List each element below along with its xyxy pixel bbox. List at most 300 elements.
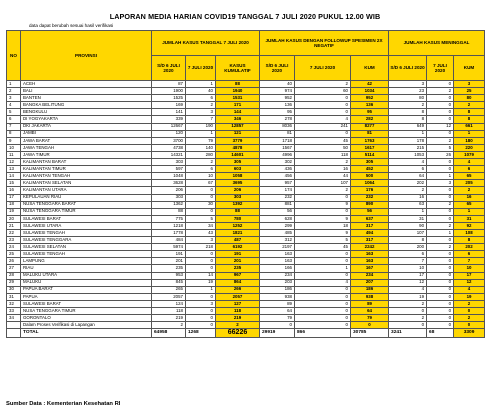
table-row — [7, 187, 485, 194]
header-meninggal-sd: S/D 6 JULI 2020 — [389, 56, 427, 81]
cell-meninggal-sd: 8 — [389, 116, 427, 123]
row-no: 6 — [7, 116, 21, 123]
cell-followup-sd: 1718 — [260, 137, 295, 144]
cell-followup-sd: 938 — [260, 293, 295, 300]
cell-followup-kum: 167 — [351, 265, 389, 272]
cell-followup-today: 50 — [295, 144, 351, 151]
row-provinsi: KALIMANTAN TENGAH — [21, 173, 152, 180]
cell-followup-today: 0 — [295, 251, 351, 258]
cell-followup-today: 0 — [295, 272, 351, 279]
cell-kasus-sd: 1048 — [152, 173, 186, 180]
cell-followup-kum: 1064 — [351, 180, 389, 187]
cell-kasus-sd: 303 — [152, 194, 186, 201]
cell-followup-sd: 302 — [260, 159, 295, 166]
row-provinsi: NUSA TENGGARA BARAT — [21, 201, 152, 208]
cell-followup-today: 45 — [295, 244, 351, 251]
header-no: NO — [7, 31, 21, 81]
cell-meninggal-sd: 6 — [389, 251, 427, 258]
cell-followup-kum: 79 — [351, 315, 389, 322]
cell-meninggal-today: 2 — [427, 201, 454, 208]
cell-kasus-kumulatif: 121 — [216, 130, 260, 137]
row-no: 29 — [7, 279, 21, 286]
row-provinsi: RIAU — [21, 265, 152, 272]
header-kasus-kumulatif: KASUS KUMULATIF — [216, 56, 260, 81]
cell-followup-kum: 452 — [351, 166, 389, 173]
cell-meninggal-kum: 6 — [454, 166, 485, 173]
total-no — [7, 329, 21, 338]
cell-meninggal-sd: 31 — [389, 215, 427, 222]
cell-meninggal-today: 0 — [427, 159, 454, 166]
cell-meninggal-sd: 90 — [389, 222, 427, 229]
cell-kasus-today: 10 — [186, 173, 216, 180]
cell-meninggal-today: 1 — [427, 229, 454, 236]
cell-followup-today: 0 — [295, 322, 351, 329]
total-followup-sd: 29919 — [260, 329, 295, 338]
cell-followup-today: 45 — [295, 137, 351, 144]
cell-kasus-today: 79 — [186, 137, 216, 144]
cell-kasus-today: 1 — [186, 286, 216, 293]
cell-kasus-today: 7 — [186, 116, 216, 123]
cell-kasus-sd: 169 — [152, 102, 186, 109]
cell-followup-today: 44 — [295, 173, 351, 180]
cell-kasus-kumulatif: 12857 — [216, 123, 260, 130]
cell-followup-sd: 203 — [260, 279, 295, 286]
table-row — [7, 144, 485, 151]
cell-kasus-sd: 191 — [152, 251, 186, 258]
cell-followup-kum: 890 — [351, 201, 389, 208]
table-row — [7, 237, 485, 244]
header-jumlah-kasus: JUMLAH KASUS TANGGAL 7 JULI 2020 — [152, 31, 260, 56]
cell-meninggal-kum: 2 — [454, 102, 485, 109]
page-title: LAPORAN MEDIA HARIAN COVID19 TANGGAL 7 JULI 2020 PUKUL 12.00 WIB — [109, 12, 381, 21]
cell-followup-today: 2 — [295, 159, 351, 166]
cell-meninggal-kum: 1 — [454, 130, 485, 137]
cell-kasus-sd: 1900 — [152, 88, 186, 95]
total-kasus-today: 1268 — [186, 329, 216, 338]
cell-meninggal-sd: 649 — [389, 123, 427, 130]
cell-meninggal-kum: 2 — [454, 300, 485, 307]
table-row — [7, 159, 485, 166]
table-row — [7, 151, 485, 158]
row-no: 4 — [7, 102, 21, 109]
cell-followup-sd: 485 — [260, 229, 295, 236]
cell-followup-kum: 136 — [351, 102, 389, 109]
row-provinsi: DKI JAKARTA — [21, 123, 152, 130]
cell-kasus-today: 0 — [186, 194, 216, 201]
cell-meninggal-today: 2 — [427, 88, 454, 95]
cell-meninggal-today: 3 — [427, 180, 454, 187]
cell-kasus-kumulatif: 191 — [216, 251, 260, 258]
cell-kasus-today: 1 — [186, 130, 216, 137]
cell-kasus-today: 0 — [186, 251, 216, 258]
cell-kasus-kumulatif: 1940 — [216, 88, 260, 95]
cell-kasus-sd: 339 — [152, 116, 186, 123]
header-meninggal-kum: KUM — [454, 56, 485, 81]
cell-meninggal-kum: 1 — [454, 208, 485, 215]
row-no: 11 — [7, 151, 21, 158]
table-row — [7, 300, 485, 307]
row-provinsi: MALUKU UTARA — [21, 272, 152, 279]
cell-followup-today: 241 — [295, 123, 351, 130]
cell-meninggal-today: 0 — [427, 308, 454, 315]
cell-meninggal-kum: 17 — [454, 272, 485, 279]
cell-followup-today: 4 — [295, 116, 351, 123]
row-provinsi: JAMBI — [21, 130, 152, 137]
cell-meninggal-today: 0 — [427, 293, 454, 300]
cell-meninggal-sd: 2 — [389, 315, 427, 322]
cell-kasus-kumulatif: 88 — [216, 81, 260, 88]
cell-meninggal-sd: 23 — [389, 88, 427, 95]
table-row — [7, 166, 485, 173]
cell-meninggal-kum: 92 — [454, 222, 485, 229]
row-provinsi: KALIMANTAN BARAT — [21, 159, 152, 166]
cell-meninggal-sd: 0 — [389, 308, 427, 315]
cell-followup-sd: 2197 — [260, 244, 295, 251]
cell-followup-kum: 176 — [351, 187, 389, 194]
cell-kasus-today: 0 — [186, 258, 216, 265]
cell-followup-sd: 95 — [260, 109, 295, 116]
cell-kasus-kumulatif: 1392 — [216, 201, 260, 208]
row-no: 27 — [7, 265, 21, 272]
cell-kasus-today: 2 — [186, 159, 216, 166]
cell-followup-sd: 40 — [260, 81, 295, 88]
cell-kasus-kumulatif: 4878 — [216, 144, 260, 151]
cell-followup-sd: 89 — [260, 300, 295, 307]
cell-kasus-today: 0 — [186, 315, 216, 322]
row-provinsi: SULAWESI SELATAN — [21, 244, 152, 251]
row-no: 13 — [7, 166, 21, 173]
cell-meninggal-sd: 1 — [389, 208, 427, 215]
cell-followup-today: 0 — [295, 315, 351, 322]
cell-kasus-today: 218 — [186, 244, 216, 251]
cell-kasus-today: 43 — [186, 229, 216, 236]
row-no: 23 — [7, 237, 21, 244]
row-no: 19 — [7, 208, 21, 215]
cell-followup-sd: 312 — [260, 237, 295, 244]
cell-kasus-today: 190 — [186, 123, 216, 130]
cell-followup-kum: 494 — [351, 229, 389, 236]
cell-meninggal-today: 0 — [427, 265, 454, 272]
table-row — [7, 215, 485, 222]
row-provinsi: SULAWESI BARAT — [21, 300, 152, 307]
cell-followup-kum: 305 — [351, 159, 389, 166]
row-provinsi: SULAWESI TENGAH — [21, 251, 152, 258]
cell-kasus-kumulatif: 171 — [216, 102, 260, 109]
cell-meninggal-kum: 2 — [454, 315, 485, 322]
row-no: 30 — [7, 286, 21, 293]
table-row — [7, 173, 485, 180]
cell-kasus-today: 280 — [186, 151, 216, 158]
cell-followup-sd: 186 — [260, 286, 295, 293]
cell-meninggal-kum: 31 — [454, 215, 485, 222]
cell-meninggal-sd: 2 — [389, 187, 427, 194]
cell-kasus-kumulatif: 603 — [216, 166, 260, 173]
cell-followup-kum: 317 — [351, 237, 389, 244]
cell-meninggal-kum: 16 — [454, 194, 485, 201]
cell-kasus-sd: 4738 — [152, 144, 186, 151]
row-provinsi: GORONTALO — [21, 315, 152, 322]
cell-kasus-kumulatif: 235 — [216, 265, 260, 272]
cell-followup-sd: 436 — [260, 166, 295, 173]
row-no: 24 — [7, 244, 21, 251]
row-no: 25 — [7, 251, 21, 258]
cell-kasus-sd: 1362 — [152, 201, 186, 208]
cell-meninggal-today: 0 — [427, 187, 454, 194]
cell-kasus-today: 6 — [186, 95, 216, 102]
cell-kasus-kumulatif: 6192 — [216, 244, 260, 251]
cell-kasus-kumulatif: 1058 — [216, 173, 260, 180]
table-row — [7, 251, 485, 258]
cell-followup-kum: 938 — [351, 293, 389, 300]
cell-kasus-kumulatif: 266 — [216, 286, 260, 293]
cell-followup-kum: 637 — [351, 215, 389, 222]
header-kasus-today: 7 JULI 2020 — [186, 56, 216, 81]
row-no: 34 — [7, 315, 21, 322]
cell-meninggal-today: 0 — [427, 286, 454, 293]
row-no: 28 — [7, 272, 21, 279]
cell-followup-sd: 232 — [260, 194, 295, 201]
cell-followup-sd: 278 — [260, 116, 295, 123]
table-row — [7, 194, 485, 201]
table-row — [7, 180, 485, 187]
cell-followup-sd: 952 — [260, 95, 295, 102]
cell-followup-today: 107 — [295, 180, 351, 187]
row-no: 12 — [7, 159, 21, 166]
cell-meninggal-sd: 215 — [389, 144, 427, 151]
cell-followup-kum: 89 — [351, 300, 389, 307]
row-provinsi: PAPUA — [21, 293, 152, 300]
cell-followup-kum: 500 — [351, 173, 389, 180]
cell-kasus-today: 0 — [186, 265, 216, 272]
cell-followup-kum: 64 — [351, 308, 389, 315]
total-kasus-kumulatif: 66226 — [216, 329, 260, 338]
cell-kasus-sd: 845 — [152, 279, 186, 286]
cell-kasus-today: 0 — [186, 293, 216, 300]
cell-kasus-today: 3 — [186, 237, 216, 244]
cell-kasus-today: 0 — [186, 308, 216, 315]
row-no: 31 — [7, 293, 21, 300]
cell-meninggal-today: 2 — [427, 222, 454, 229]
table-row — [7, 272, 485, 279]
row-no: 20 — [7, 215, 21, 222]
cell-kasus-today: 5 — [186, 215, 216, 222]
cell-meninggal-sd: 178 — [389, 137, 427, 144]
row-no: 22 — [7, 229, 21, 236]
row-no: 21 — [7, 222, 21, 229]
covid-report-table-container — [6, 30, 484, 338]
cell-followup-sd: 136 — [260, 102, 295, 109]
table-row — [7, 130, 485, 137]
cell-meninggal-sd: 0 — [389, 322, 427, 329]
cell-followup-kum: 232 — [351, 194, 389, 201]
table-row — [7, 308, 485, 315]
cell-kasus-today: 1 — [186, 81, 216, 88]
cell-kasus-kumulatif: 118 — [216, 308, 260, 315]
cell-kasus-sd: 953 — [152, 272, 186, 279]
cell-meninggal-sd: 3 — [389, 81, 427, 88]
cell-followup-today: 0 — [295, 194, 351, 201]
cell-meninggal-today: 2 — [427, 244, 454, 251]
cell-kasus-today: 30 — [186, 201, 216, 208]
source-note: Sumber Data : Kementerian Kesehatan RI — [6, 401, 121, 407]
cell-meninggal-sd: 200 — [389, 244, 427, 251]
cell-meninggal-today: 0 — [427, 258, 454, 265]
cell-meninggal-kum: 7 — [454, 258, 485, 265]
cell-kasus-sd: 120 — [152, 130, 186, 137]
cell-meninggal-today: 0 — [427, 109, 454, 116]
cell-meninggal-today: 0 — [427, 208, 454, 215]
row-provinsi: BENGKULU — [21, 109, 152, 116]
cell-meninggal-sd: 107 — [389, 229, 427, 236]
row-no: 15 — [7, 180, 21, 187]
cell-meninggal-today: 0 — [427, 194, 454, 201]
cell-meninggal-sd: 10 — [389, 265, 427, 272]
cell-meninggal-kum: 65 — [454, 173, 485, 180]
row-provinsi: ACEH — [21, 81, 152, 88]
total-kasus-sd: 64958 — [152, 329, 186, 338]
cell-followup-today: 0 — [295, 102, 351, 109]
cell-meninggal-sd: 4 — [389, 159, 427, 166]
cell-followup-today: 0 — [295, 258, 351, 265]
cell-kasus-kumulatif: 201 — [216, 258, 260, 265]
cell-meninggal-kum: 4 — [454, 286, 485, 293]
cell-kasus-kumulatif: 88 — [216, 208, 260, 215]
cell-kasus-sd: 3628 — [152, 180, 186, 187]
cell-kasus-today: 6 — [186, 166, 216, 173]
cell-kasus-sd: 87 — [152, 81, 186, 88]
cell-kasus-today: 19 — [186, 279, 216, 286]
cell-meninggal-kum: 8 — [454, 109, 485, 116]
cell-meninggal-today: 0 — [427, 102, 454, 109]
cell-kasus-today: 3 — [186, 109, 216, 116]
row-provinsi: NUSA TENGGARA TIMUR — [21, 208, 152, 215]
cell-meninggal-kum: 19 — [454, 293, 485, 300]
cell-followup-today: 9 — [295, 215, 351, 222]
header-kasus-sd: S/D 6 JULI 2020 — [152, 56, 186, 81]
cell-followup-kum: 1034 — [351, 88, 389, 95]
cell-meninggal-sd: 4 — [389, 286, 427, 293]
table-row — [7, 116, 485, 123]
cell-followup-kum: 234 — [351, 272, 389, 279]
cell-kasus-kumulatif: 3695 — [216, 180, 260, 187]
cell-kasus-sd: 2057 — [152, 293, 186, 300]
cell-meninggal-kum: 8 — [454, 116, 485, 123]
cell-followup-kum: 163 — [351, 251, 389, 258]
row-provinsi: MALUKU — [21, 279, 152, 286]
cell-followup-kum: 163 — [351, 258, 389, 265]
cell-followup-sd: 166 — [260, 265, 295, 272]
cell-meninggal-sd: 80 — [389, 95, 427, 102]
cell-meninggal-kum: 1079 — [454, 151, 485, 158]
cell-followup-today: 9 — [295, 201, 351, 208]
table-body — [7, 81, 485, 329]
cell-kasus-today: 140 — [186, 144, 216, 151]
cell-kasus-today: 2 — [186, 102, 216, 109]
cell-meninggal-sd: 1 — [389, 130, 427, 137]
table-row — [7, 81, 485, 88]
row-provinsi: NUSA TENGGARA TIMUR — [21, 308, 152, 315]
cell-meninggal-kum: 3 — [454, 81, 485, 88]
cell-meninggal-sd: 19 — [389, 293, 427, 300]
total-meninggal-kum: 3309 — [454, 329, 485, 338]
cell-kasus-kumulatif: 1252 — [216, 222, 260, 229]
cell-meninggal-today: 12 — [427, 123, 454, 130]
row-provinsi: KALIMANTAN SELATAN — [21, 180, 152, 187]
cell-meninggal-kum: 205 — [454, 180, 485, 187]
cell-kasus-sd: 118 — [152, 308, 186, 315]
table-row — [7, 137, 485, 144]
cell-kasus-kumulatif: 303 — [216, 194, 260, 201]
cell-followup-today: 4 — [295, 279, 351, 286]
cell-followup-sd: 79 — [260, 315, 295, 322]
table-row — [7, 88, 485, 95]
cell-kasus-today: 0 — [186, 187, 216, 194]
cell-meninggal-kum: 12 — [454, 279, 485, 286]
cell-kasus-sd: 5974 — [152, 244, 186, 251]
header-followup-sd: S/D 6 JULI 2020 — [260, 56, 295, 81]
row-provinsi: BALI — [21, 88, 152, 95]
cell-meninggal-kum: 2 — [454, 187, 485, 194]
cell-meninggal-kum: 80 — [454, 95, 485, 102]
cell-meninggal-today: 0 — [427, 116, 454, 123]
cell-followup-kum: 207 — [351, 279, 389, 286]
cell-kasus-sd: 775 — [152, 215, 186, 222]
row-no: 18 — [7, 201, 21, 208]
total-label: TOTAL — [21, 329, 152, 338]
cell-kasus-sd: 124 — [152, 300, 186, 307]
cell-meninggal-today: 1 — [427, 173, 454, 180]
cell-followup-sd: 64 — [260, 308, 295, 315]
total-row — [7, 329, 485, 338]
cell-followup-today: 60 — [295, 88, 351, 95]
cell-kasus-kumulatif: 2057 — [216, 293, 260, 300]
cell-kasus-kumulatif: 346 — [216, 116, 260, 123]
cell-meninggal-sd: 8 — [389, 237, 427, 244]
header-provinsi: PROVINSI — [21, 31, 152, 81]
cell-kasus-today: 3 — [186, 300, 216, 307]
cell-meninggal-today: 26 — [427, 151, 454, 158]
cell-meninggal-sd: 202 — [389, 180, 427, 187]
cell-kasus-sd: 3700 — [152, 137, 186, 144]
cell-followup-today: 0 — [295, 293, 351, 300]
cell-kasus-sd: 265 — [152, 286, 186, 293]
cell-meninggal-today: 0 — [427, 322, 454, 329]
row-no: 14 — [7, 173, 21, 180]
row-no: 16 — [7, 187, 21, 194]
row-provinsi: DI YOGYAKARTA — [21, 116, 152, 123]
row-no: 9 — [7, 137, 21, 144]
cell-followup-sd: 56 — [260, 208, 295, 215]
cell-meninggal-sd: 2 — [389, 300, 427, 307]
table-row — [7, 315, 485, 322]
row-no: 10 — [7, 144, 21, 151]
cell-followup-sd: 174 — [260, 187, 295, 194]
cell-kasus-kumulatif: 487 — [216, 237, 260, 244]
cell-kasus-kumulatif: 864 — [216, 279, 260, 286]
cell-kasus-sd: 2 — [152, 322, 186, 329]
table-row — [7, 109, 485, 116]
cell-kasus-kumulatif: 219 — [216, 315, 260, 322]
row-no: 32 — [7, 300, 21, 307]
cell-kasus-today: 67 — [186, 180, 216, 187]
cell-meninggal-kum: 4 — [454, 159, 485, 166]
table-row — [7, 102, 485, 109]
cell-meninggal-sd: 63 — [389, 201, 427, 208]
row-provinsi: KEPULAUAN RIAU — [21, 194, 152, 201]
cell-kasus-kumulatif: 127 — [216, 300, 260, 307]
cell-kasus-kumulatif: 144 — [216, 109, 260, 116]
cell-followup-sd: 234 — [260, 272, 295, 279]
